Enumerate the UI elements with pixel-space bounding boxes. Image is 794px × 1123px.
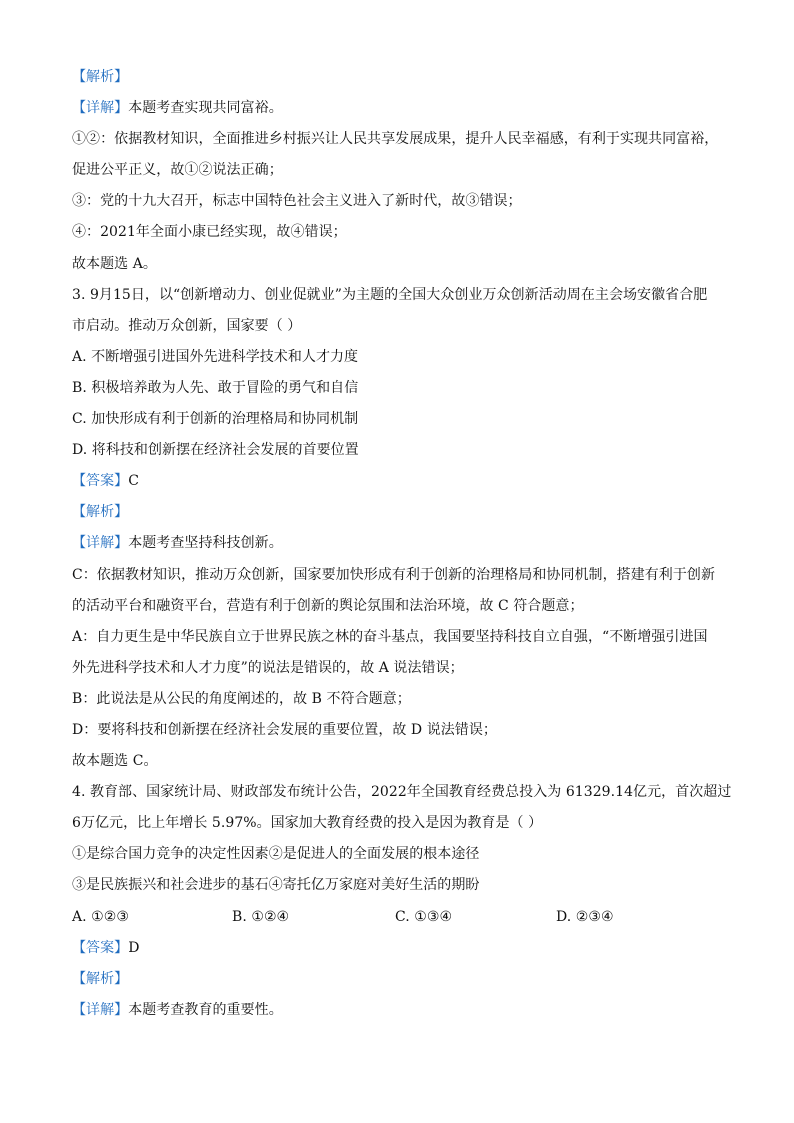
text-line: ④：2021年全面小康已经实现，故④错误； <box>72 224 347 241</box>
answer-tag: 【答案】 <box>72 939 129 956</box>
analysis-tag: 【解析】 <box>72 970 129 987</box>
answer-value: D <box>128 939 140 956</box>
detail-line <box>72 995 732 1026</box>
answer-line <box>72 933 732 964</box>
answer-tag: 【答案】 <box>72 473 129 490</box>
detail-tag: 【详解】 <box>72 535 129 552</box>
option-item: D. ②③④ <box>556 908 614 925</box>
detail-line <box>72 93 732 124</box>
answer-line <box>72 466 732 497</box>
detail-text: 本题考查教育的重要性。 <box>128 1001 283 1018</box>
text-line: A：自力更生是中华民族自立于世界民族之林的奋斗基点，我国要坚持科技自立自强，“不断增强引进国 <box>72 628 708 645</box>
detail-text: 本题考查实现共同富裕。 <box>128 100 283 117</box>
text-line: 6万亿元，比上年增长 5.97%。国家加大教育经费的投入是因为教育是（ ） <box>72 815 543 832</box>
option-item: B. ①②④ <box>232 908 290 925</box>
text-line: 4. 教育部、国家统计局、财政部发布统计公告，2022年全国教育经费总投入为 61329.14亿元，首次超过 <box>72 784 732 801</box>
analysis-tag: 【解析】 <box>72 69 129 85</box>
option-item: A. ①②③ <box>72 908 129 925</box>
text-line: 3. 9月15日，以“创新增动力、创业促就业”为主题的全国大众创业万众创新活动周在主会场安徽省合肥 <box>72 286 708 303</box>
detail-tag: 【详解】 <box>72 100 129 117</box>
text-line: ③是民族振兴和社会进步的基石④寄托亿万家庭对美好生活的期盼 <box>72 877 480 894</box>
text-line: C. 加快形成有利于创新的治理格局和协同机制 <box>72 411 359 428</box>
text-line: B：此说法是从公民的角度阐述的，故 B 不符合题意； <box>72 690 411 707</box>
option-row <box>72 902 732 933</box>
option-item: C. ①③④ <box>395 908 453 925</box>
text-line: B. 积极培养敢为人先、敢于冒险的勇气和自信 <box>72 379 359 396</box>
document-page <box>72 62 732 1026</box>
text-line: A. 不断增强引进国外先进科学技术和人才力度 <box>72 348 359 365</box>
answer-value: C <box>128 473 139 490</box>
detail-tag: 【详解】 <box>72 1001 129 1018</box>
analysis-heading <box>72 62 732 93</box>
text-line: D：要将科技和创新摆在经济社会发展的重要位置，故 D 说法错误； <box>72 721 497 738</box>
text-line: ①②：依据教材知识，全面推进乡村振兴让人民共享发展成果，提升人民幸福感，有利于实现共同富裕， <box>72 131 719 148</box>
analysis-tag: 【解析】 <box>72 504 129 521</box>
text-line: C：依据教材知识，推动万众创新，国家要加快形成有利于创新的治理格局和协同机制，搭建有利于创新 <box>72 566 716 583</box>
text-line: D. 将科技和创新摆在经济社会发展的首要位置 <box>72 442 359 459</box>
text-line: 市启动。推动万众创新，国家要（ ） <box>72 317 302 334</box>
text-line: ①是综合国力竞争的决定性因素②是促进人的全面发展的根本途径 <box>72 846 480 863</box>
text-line: 促进公平正义，故①②说法正确； <box>72 162 283 179</box>
text-line: 故本题选 A。 <box>72 255 157 272</box>
text-line: 的活动平台和融资平台，营造有利于创新的舆论氛围和法治环境，故 C 符合题意； <box>72 597 584 614</box>
text-line: 故本题选 C。 <box>72 753 158 770</box>
text-line: ③：党的十九大召开，标志中国特色社会主义进入了新时代，故③错误； <box>72 193 522 210</box>
detail-line <box>72 528 732 559</box>
analysis-heading <box>72 497 732 528</box>
analysis-heading <box>72 964 732 995</box>
text-line: 外先进科学技术和人才力度”的说法是错误的，故 A 说法错误； <box>72 659 464 676</box>
detail-text: 本题考查坚持科技创新。 <box>128 535 283 552</box>
